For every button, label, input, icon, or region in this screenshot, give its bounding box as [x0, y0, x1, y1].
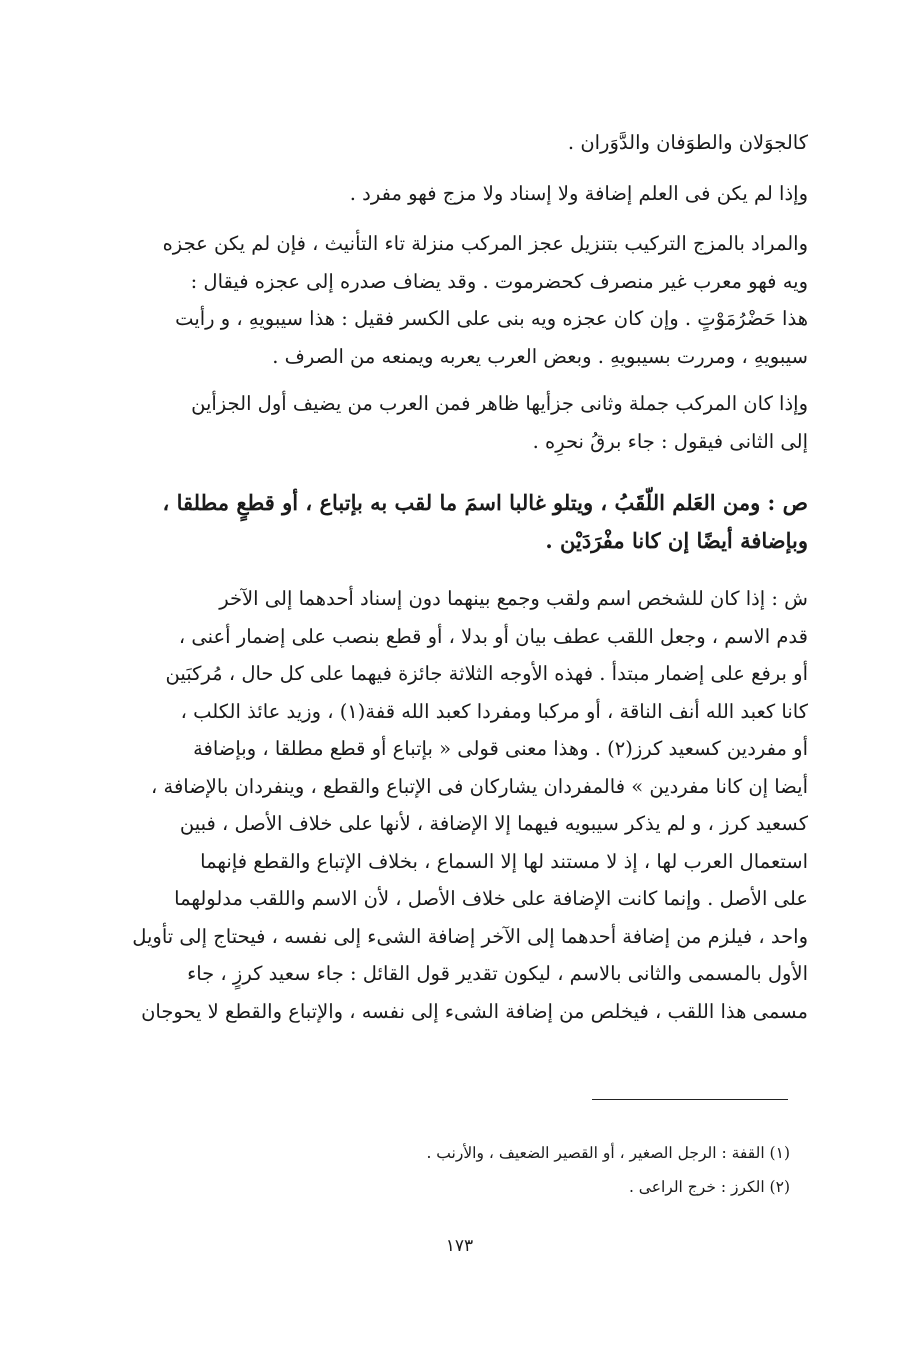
text-line: على الأصل . وإنما كانت الإضافة على خلاف الأصل ، لأن الاسم واللقب مدلولهما	[174, 887, 808, 910]
text-line: والمراد بالمزج التركيب بتنزيل عجز المركب منزلة تاء التأنيث ، فإن لم يكن عجزه	[162, 232, 808, 255]
text-line: إلى الثانى فيقول : جاء برقُ نحرِه .	[532, 429, 808, 453]
text-line: هذا حَضْرُمَوْتٍ . وإن كان عجزه ويه بنى على الكسر فقيل : هذا سيبويهِ ، و رأيت	[175, 307, 808, 330]
text-line: أيضا إن كانا مفردين » فالمفردان يشاركان فى الإتباع والقطع ، وينفردان بالإضافة ،	[151, 774, 808, 798]
text-line: ص : ومن العَلم اللّقَبُ ، ويتلو غالبا اسمَ ما لقب به بإتباع ، أو قطعٍ مطلقا ،	[162, 490, 808, 515]
footnote-divider	[592, 1099, 788, 1100]
page-number: ١٧٣	[445, 1236, 474, 1256]
text-line: أو مفردين كسعيد كرز(٢) . وهذا معنى قولى « بإتباع أو قطع مطلقا ، وبإضافة	[193, 737, 808, 760]
text-line: الأول بالمسمى والثانى بالاسم ، ليكون تقدير قول القائل : جاء سعيد كرزٍ ، جاء	[187, 962, 808, 985]
paragraph-2	[118, 175, 808, 213]
paragraph-4	[118, 385, 808, 460]
paragraph-3	[118, 225, 808, 375]
footnote-2: (٢) الكرز : خرج الراعى .	[628, 1178, 790, 1196]
text-line: قدم الاسم ، وجعل اللقب عطف بيان أو بدلا ، أو قطع بنصب على إضمار أعنى ،	[178, 624, 808, 648]
text-line: استعمال العرب لها ، إذ لا مستند لها إلا السماع ، بخلاف الإتباع والقطع فإنهما	[200, 849, 808, 873]
paragraph-1	[118, 124, 808, 162]
text-line: وبإضافة أيضًا إن كانا مفْرَدَيْن .	[545, 527, 808, 553]
text-line: كسعيد كرز ، و لم يذكر سيبويه فيهما إلا الإضافة ، لأنها على خلاف الأصل ، فبين	[179, 812, 808, 835]
footnote-1: (١) القفة : الرجل الصغير ، أو القصير الضعيف ، والأرنب .	[426, 1144, 790, 1162]
text-line: وإذا لم يكن فى العلم إضافة ولا إسناد ولا مزج فهو مفرد .	[349, 182, 808, 205]
text-line: كانا كعبد الله أنف الناقة ، أو مركبا ومفردا كعبد الله قفة(١) ، وزيد عائذ الكلب ،	[180, 699, 808, 723]
text-line: سيبويهِ ، ومررت بسيبويهِ . وبعض العرب يعربه ويمنعه من الصرف .	[272, 344, 808, 368]
text-line: واحد ، فيلزم من إضافة أحدهما إلى الآخر إضافة الشىء إلى نفسه ، فيحتاج إلى تأويل	[132, 924, 808, 948]
matn-paragraph	[118, 484, 808, 559]
text-line: ش : إذا كان للشخص اسم ولقب وجمع بينهما دون إسناد أحدهما إلى الآخر	[219, 587, 808, 610]
text-line: كالجوَلان والطوَفان والدَّوَران .	[567, 131, 808, 154]
text-line: أو برفع على إضمار مبتدأ . فهذه الأوجه الثلاثة جائزة فيهما على كل حال ، مُركبَين	[165, 662, 808, 685]
text-line: مسمى هذا اللقب ، فيخلص من إضافة الشىء إلى نفسه ، والإتباع والقطع لا يحوجان	[141, 999, 808, 1023]
sharh-paragraph	[118, 580, 808, 1030]
text-line: وإذا كان المركب جملة وثانى جزأيها ظاهر فمن العرب من يضيف أول الجزأين	[191, 392, 808, 415]
text-line: ويه فهو معرب غير منصرف كحضرموت . وقد يضاف صدره إلى عجزه فيقال :	[190, 269, 808, 293]
